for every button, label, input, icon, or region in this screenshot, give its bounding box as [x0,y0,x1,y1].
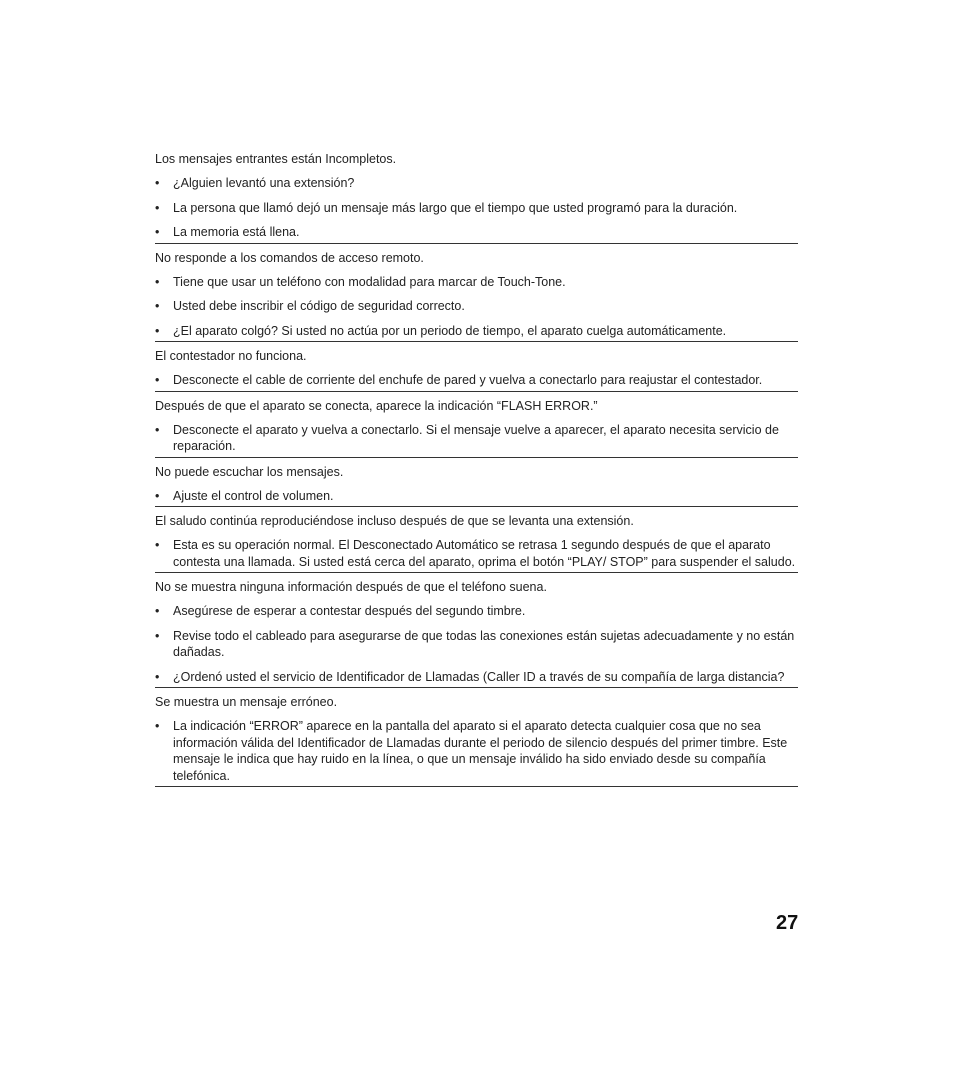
problem-heading: El contestador no funciona. [155,349,307,363]
troubleshooting-table [155,149,798,793]
troubleshooting-section [155,151,798,244]
solution-item [155,175,798,192]
bullet-icon: • [155,628,160,643]
bullet-icon: • [155,200,160,215]
solution-text: Tiene que usar un teléfono con modalidad para marcar de Touch-Tone. [173,274,566,289]
troubleshooting-section [155,398,798,458]
problem-heading: El saludo continúa reproduciéndose incluso después de que se levanta una extensión. [155,514,634,528]
solution-text: ¿Alguien levantó una extensión? [173,176,355,190]
troubleshooting-section [155,348,798,392]
troubleshooting-section [155,513,798,573]
bullet-icon: • [155,422,160,437]
solution-text: Desconecte el cable de corriente del enchufe de pared y vuelva a conectarlo para reajustar el contestador. [173,373,763,387]
solution-text: Asegúrese de esperar a contestar después del segundo timbre. [173,604,526,618]
bullet-icon: • [155,176,160,190]
troubleshooting-section [155,694,798,787]
solution-item [155,274,798,291]
bullet-icon: • [155,274,160,289]
bullet-icon: • [155,669,160,684]
bullet-icon: • [155,538,160,552]
solution-item [155,488,798,505]
problem-heading: No puede escuchar los mensajes. [155,464,344,479]
page-number: 27 [776,912,799,934]
problem-heading: No responde a los comandos de acceso remoto. [155,250,424,265]
solution-item [155,200,798,217]
solution-item [155,603,798,620]
solution-text: Usted debe inscribir el código de seguridad correcto. [173,299,465,313]
troubleshooting-section [155,250,798,343]
problem-heading: No se muestra ninguna información después de que el teléfono suena. [155,580,547,594]
solution-text: La memoria está llena. [173,225,300,239]
solution-text: La indicación “ERROR” aparece en la pantalla del aparato si el aparato detecta cualquier cosa que no sea información válida del Identificador de Llamadas durante el periodo de silencio después del primer timbre. Este mensaje le indica que hay ruido en la línea, o que un mensaje inválido ha sido enviado desde su compañía telefónica. [173,719,788,783]
solution-text: Esta es su operación normal. El Desconectado Automático se retrasa 1 segundo después de que el aparato contesta una llamada. Si usted está cerca del aparato, oprima el botón “PLAY/ STOP” para suspender el saludo. [173,538,796,569]
troubleshooting-section [155,464,798,508]
solution-item [155,537,798,570]
solution-text: ¿Ordenó usted el servicio de Identificador de Llamadas (Caller ID a través de su compañía de larga distancia? [173,669,785,684]
solution-text: Ajuste el control de volumen. [173,488,334,503]
solution-text: Desconecte el aparato y vuelva a conectarlo. Si el mensaje vuelve a aparecer, el aparato necesita servicio de reparación. [173,422,779,453]
bullet-icon: • [155,604,160,618]
solution-item [155,628,798,661]
bullet-icon: • [155,488,160,503]
solution-item [155,372,798,389]
problem-heading: Los mensajes entrantes están Incompletos. [155,152,397,166]
solution-item [155,669,798,686]
bullet-icon: • [155,225,160,239]
solution-text: ¿El aparato colgó? Si usted no actúa por un periodo de tiempo, el aparato cuelga automáticamente. [173,323,727,338]
solution-item [155,422,798,455]
solution-item [155,224,798,241]
solution-item [155,323,798,340]
problem-heading: Después de que el aparato se conecta, aparece la indicación “FLASH ERROR.” [155,398,598,413]
bullet-icon: • [155,373,160,387]
solution-item [155,298,798,315]
troubleshooting-section [155,579,798,688]
bullet-icon: • [155,719,160,733]
bullet-icon: • [155,299,160,313]
solution-text: Revise todo el cableado para asegurarse de que todas las conexiones están sujetas adecuadamente y no están dañadas. [173,628,795,659]
solution-item [155,718,798,784]
solution-text: La persona que llamó dejó un mensaje más largo que el tiempo que usted programó para la duración. [173,200,738,215]
problem-heading: Se muestra un mensaje erróneo. [155,695,338,709]
bullet-icon: • [155,323,160,338]
